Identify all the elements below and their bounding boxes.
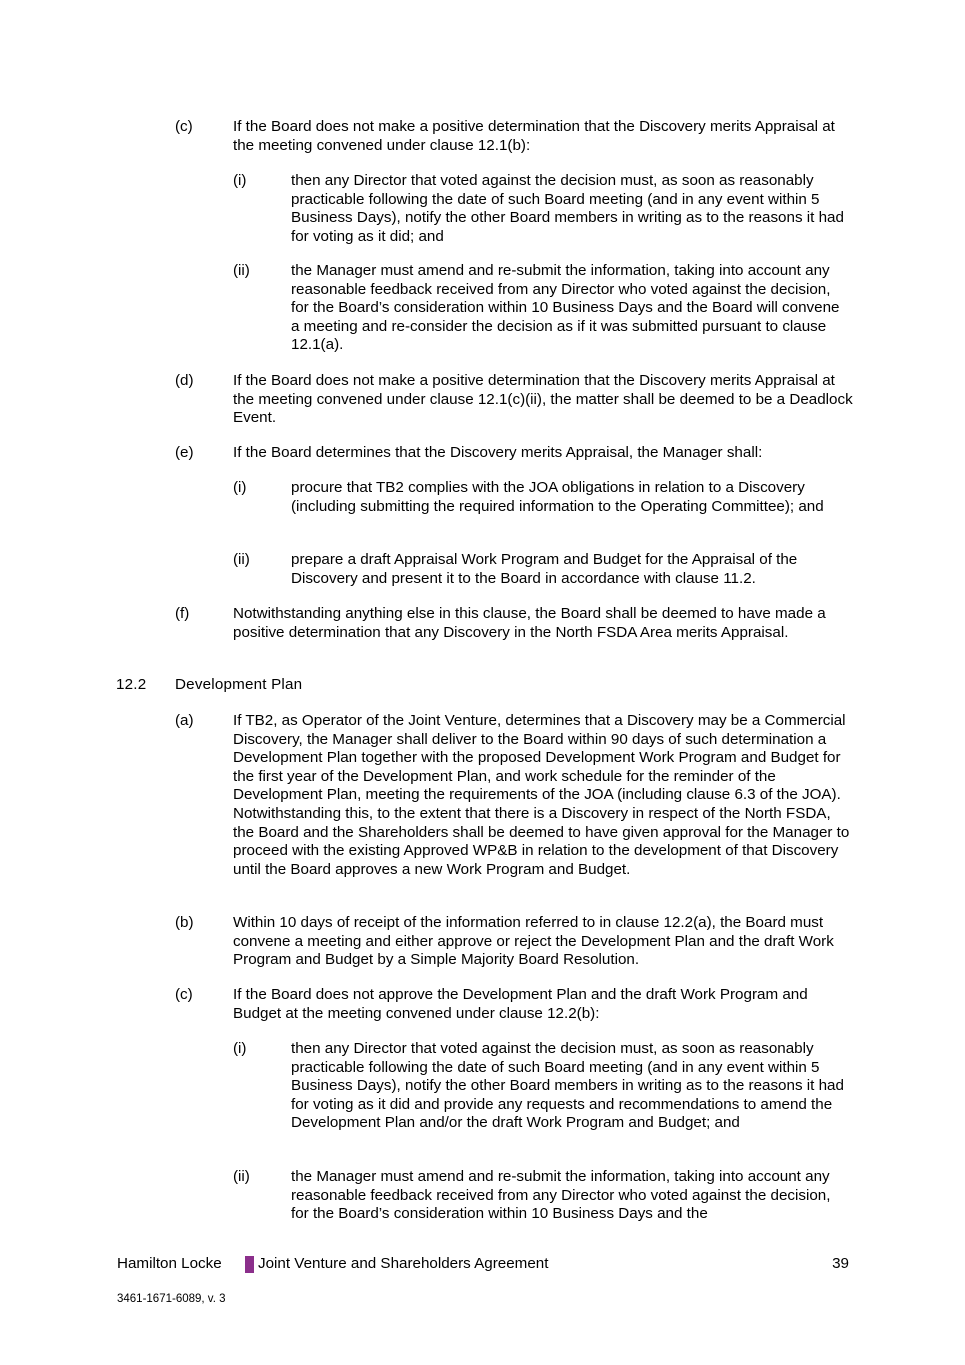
subclause-text: procure that TB2 complies with the JOA obligations in relation to a Discovery (including submitting the required information to the Operating Committee); and bbox=[291, 479, 824, 515]
subclause-text: then any Director that voted against the decision must, as soon as reasonably practicable following the date of such Board meeting (and in any event within 5 Business Days), notify the other Board members in writing as to the reasons it had for voting as it did and provide any requests and recommendations to amend the Development Plan and/or the draft Work Program and Budget; and bbox=[291, 1040, 844, 1132]
clause-label: (d) bbox=[175, 372, 194, 389]
clause-label: (f) bbox=[175, 605, 190, 622]
subclause-label: (ii) bbox=[233, 551, 250, 568]
section-number: 12.2 bbox=[116, 676, 147, 693]
clause-text: If the Board does not approve the Development Plan and the draft Work Program and Budget at the meeting convened under clause 12.2(b): bbox=[233, 986, 808, 1022]
clause-text: If the Board does not make a positive determination that the Discovery merits Appraisal at the meeting convened under clause 12.1(b): bbox=[233, 118, 835, 154]
section-title: Development Plan bbox=[175, 676, 303, 693]
subclause-text: prepare a draft Appraisal Work Program and Budget for the Appraisal of the Discovery and present it to the Board in accordance with clause 11.2. bbox=[291, 551, 798, 587]
document-title: Joint Venture and Shareholders Agreement bbox=[258, 1255, 549, 1272]
firm-name: Hamilton Locke bbox=[117, 1255, 222, 1272]
subclause-label: (i) bbox=[233, 172, 247, 189]
subclause-text: the Manager must amend and re-submit the information, taking into account any reasonable feedback received from any Director who voted against the decision, for the Board’s consideration within 10 Business Days and the bbox=[291, 1168, 831, 1223]
subclause-label: (ii) bbox=[233, 1168, 250, 1185]
subclause-label: (ii) bbox=[233, 262, 250, 279]
clause-text: Within 10 days of receipt of the information referred to in clause 12.2(a), the Board must convene a meeting and either approve or reject the Development Plan and the draft Work Program and Budget by a Simple Majority Board Resolution. bbox=[233, 914, 834, 969]
accent-bar bbox=[245, 1256, 254, 1273]
page-number: 39 bbox=[832, 1255, 849, 1272]
clause-label: (c) bbox=[175, 986, 193, 1003]
subclause-label: (i) bbox=[233, 479, 247, 496]
subclause-text: the Manager must amend and re-submit the information, taking into account any reasonable feedback received from any Director who voted against the decision, for the Board’s consideration within 10 Business Days and the Board will convene a meeting and re-consider the decision as if it was submitted pursuant to clause 12.1(a). bbox=[291, 262, 840, 354]
clause-text: If TB2, as Operator of the Joint Venture, determines that a Discovery may be a Commercial Discovery, the Manager shall deliver to the Board within 90 days of such determination a Development Plan together with the proposed Development Work Program and Budget for the first year of the Development Plan, and work schedule for the reminder of the Development Plan, meeting the requirements of the JOA (including clause 6.3 of the JOA). Notwithstanding this, to the extent that there is a Discovery in respect of the North FSDA, the Board and the Shareholders shall be deemed to have given approval for the Manager to proceed with the existing Approved WP&B in relation to the development of that Discovery until the Board approves a new Work Program and Budget. bbox=[233, 712, 850, 878]
clause-text: If the Board determines that the Discovery merits Appraisal, the Manager shall: bbox=[233, 444, 763, 461]
clause-label: (a) bbox=[175, 712, 194, 729]
clause-text: Notwithstanding anything else in this clause, the Board shall be deemed to have made a positive determination that any Discovery in the North FSDA Area merits Appraisal. bbox=[233, 605, 826, 641]
subclause-text: then any Director that voted against the decision must, as soon as reasonably practicable following the date of such Board meeting (and in any event within 5 Business Days), notify the other Board members in writing as to the reasons it had for voting as it did; and bbox=[291, 172, 844, 245]
clause-label: (b) bbox=[175, 914, 194, 931]
clause-text: If the Board does not make a positive determination that the Discovery merits Appraisal at the meeting convened under clause 12.1(c)(ii), the matter shall be deemed to be a Deadlock Event. bbox=[233, 372, 853, 427]
document-reference: 3461-1671-6089, v. 3 bbox=[117, 1293, 226, 1305]
subclause-label: (i) bbox=[233, 1040, 247, 1057]
clause-label: (e) bbox=[175, 444, 194, 461]
clause-label: (c) bbox=[175, 118, 193, 135]
